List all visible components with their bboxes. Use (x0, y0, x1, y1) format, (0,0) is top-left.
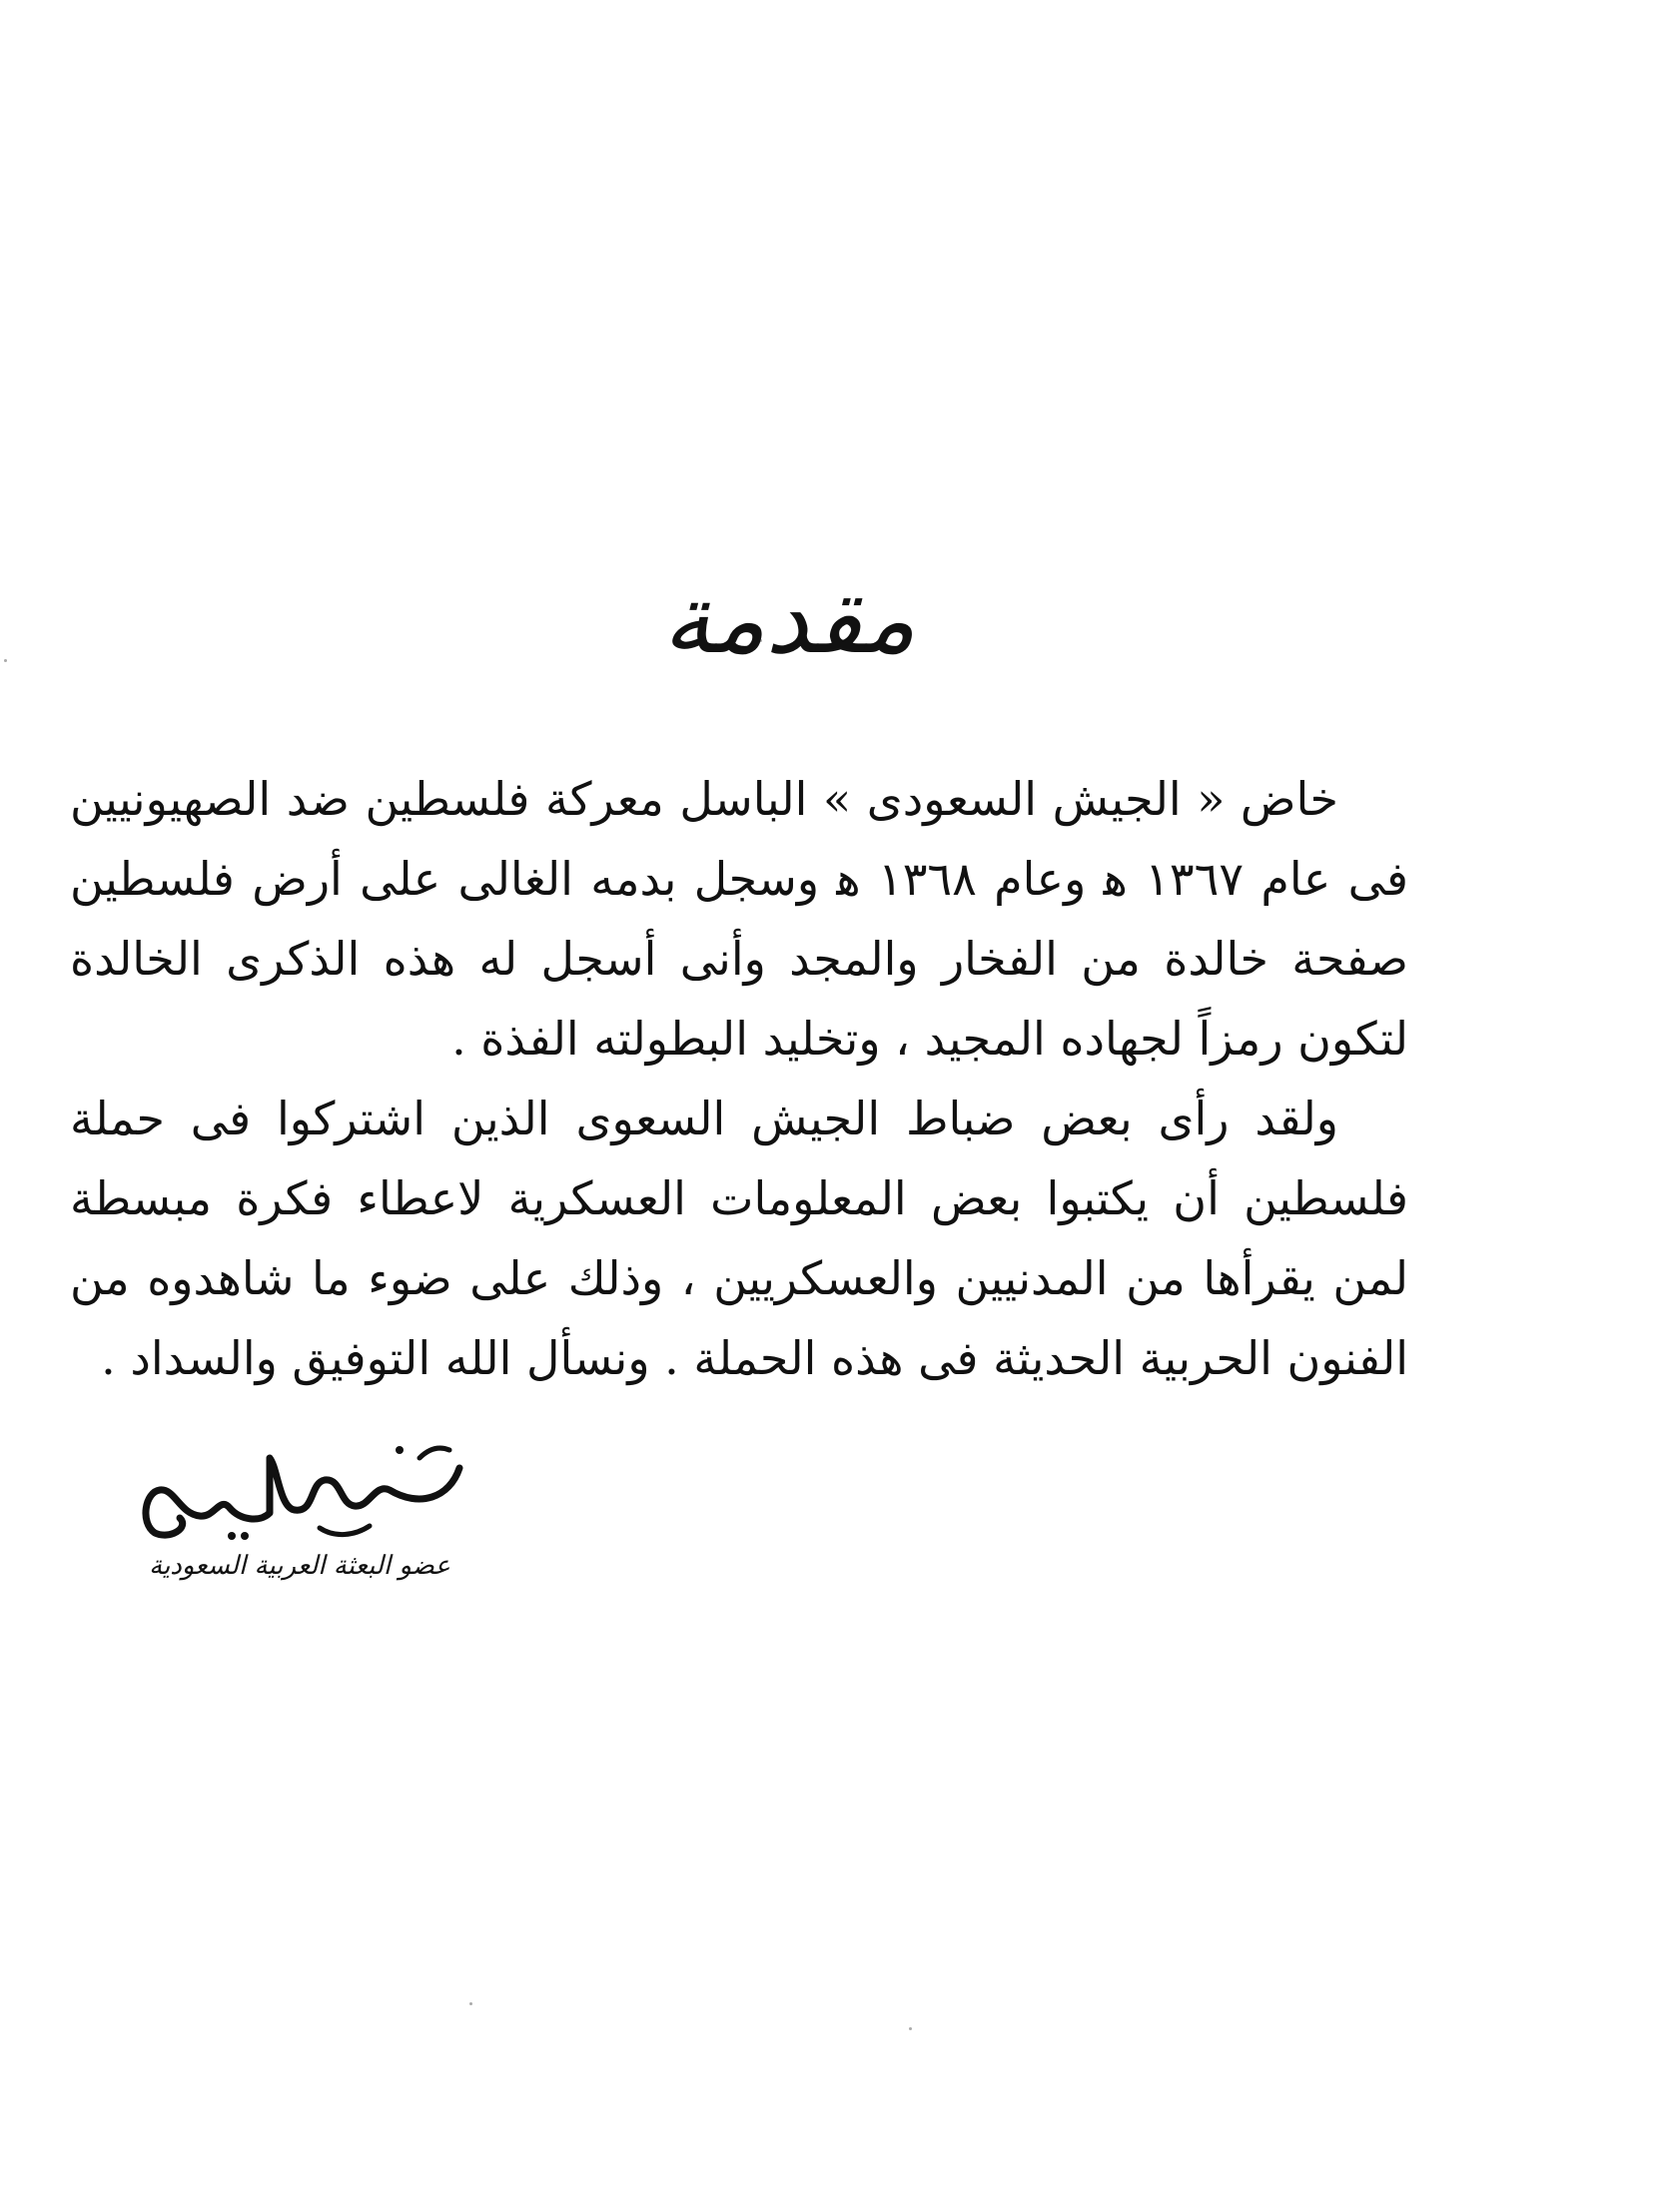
body-text (70, 759, 1408, 1398)
scan-speck (469, 2002, 472, 2005)
page-title: مقدمة (662, 563, 916, 675)
signature-subtitle: عضو البعثة العربية السعودية (149, 1551, 450, 1581)
signature-block (120, 1428, 479, 1598)
paragraph (70, 1079, 1408, 1398)
handwritten-signature (120, 1428, 479, 1548)
scan-speck (909, 2027, 912, 2030)
paragraph-text: خاض « الجيش السعودى » الباسل معركة فلسطين ضد الصهيونيين فى عام ١٣٦٧ ﻫ وعام ١٣٦٨ ﻫ وسجل بدمه الغالى على أرض فلسطين صفحة خالدة من الفخار والمجد وأنى أسجل له هذه الذكرى الخالدة لتكون رمزاً لجهاده المجيد ، وتخليد البطولته الفذة . (70, 772, 1408, 1066)
paragraph (70, 759, 1408, 1079)
paragraph-text: ولقد رأى بعض ضباط الجيش السعوى الذين اشتركوا فى حملة فلسطين أن يكتبوا بعض المعلومات العسكرية لاعطاء فكرة مبسطة لمن يقرأها من المدنيين والعسكريين ، وذلك على ضوء ما شاهدوه من الفنون الحربية الحديثة فى هذه الحملة . ونسأل الله التوفيق والسداد . (70, 1092, 1408, 1385)
scan-speck (4, 659, 7, 662)
